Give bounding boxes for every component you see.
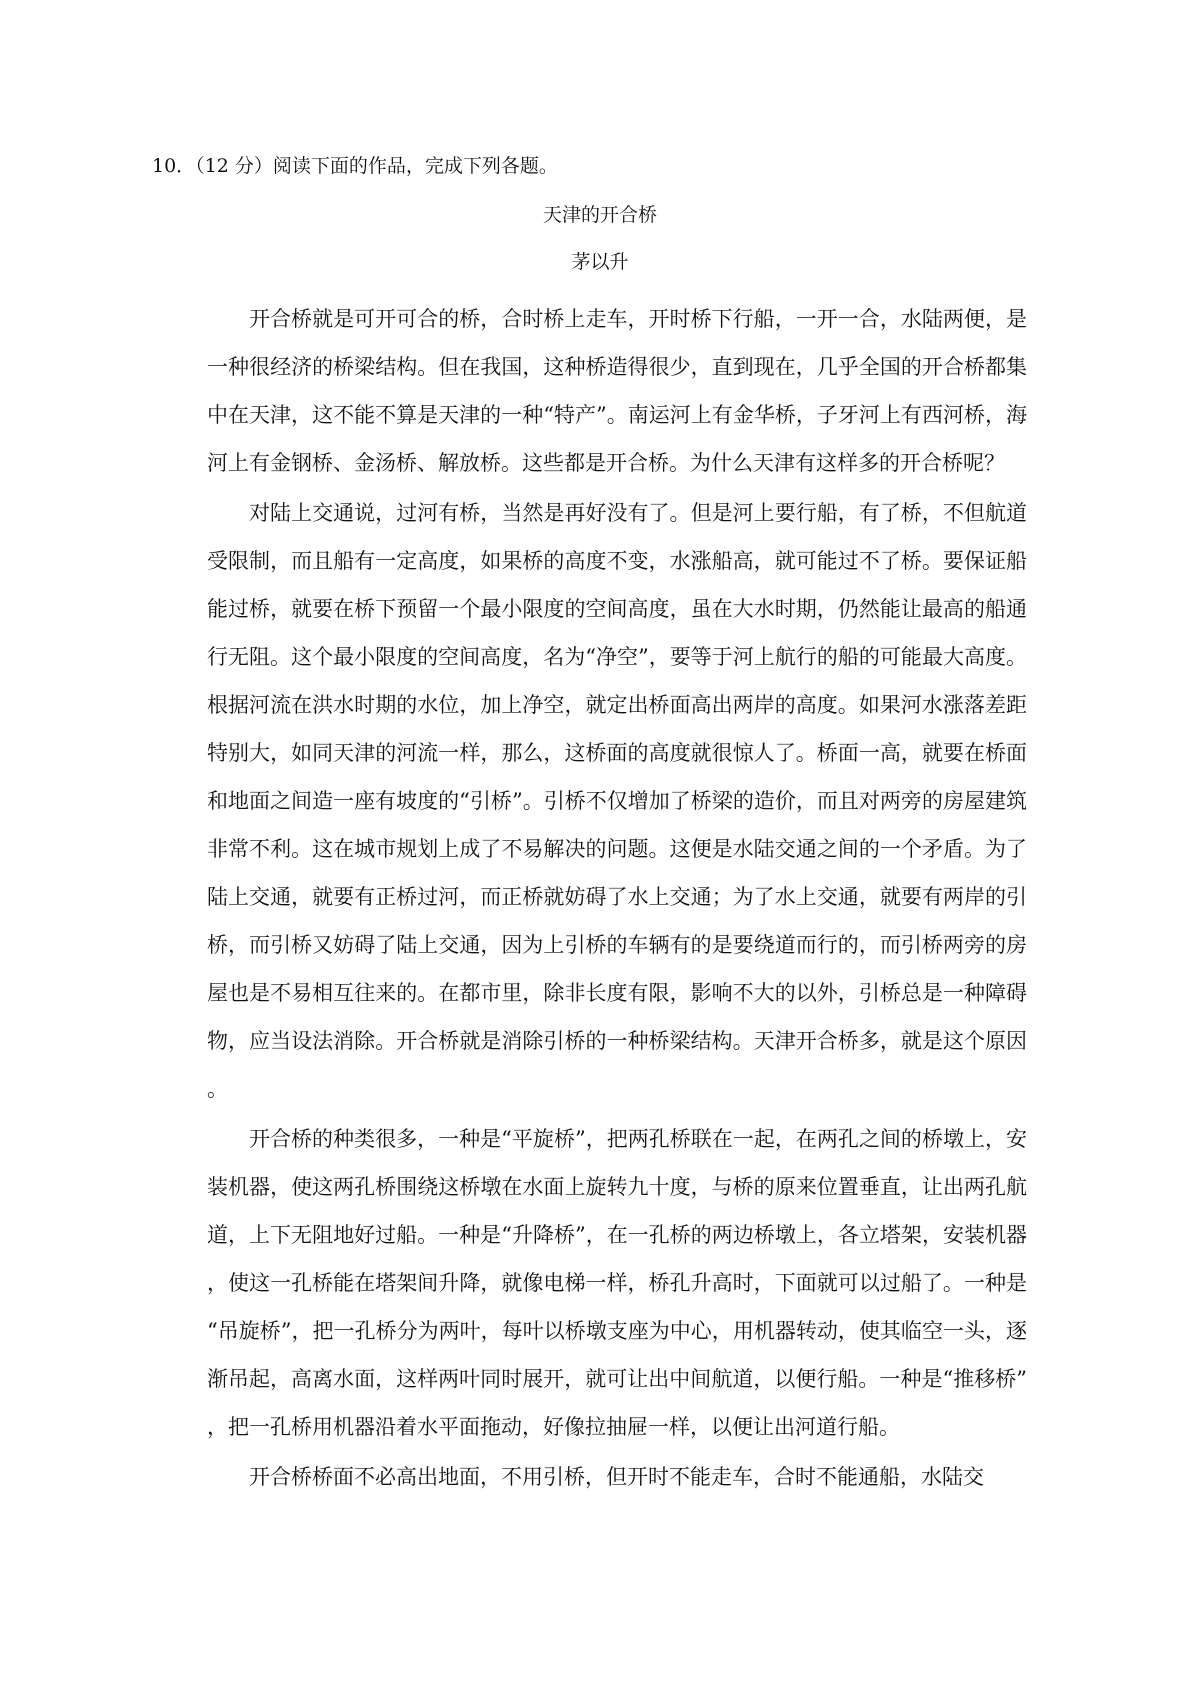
paragraph-4: 开合桥桥面不必高出地面，不用引桥，但开时不能走车，合时不能通船，水陆交 — [249, 1465, 984, 1489]
paragraph-2: 对陆上交通说，过河有桥，当然是再好没有了。但是河上要行船，有了桥，不但航道受限制，而且船有一定高度，如果桥的高度不变，水涨船高，就可能过不了桥。要保证船能过桥，就要在桥下预留一个最小限度的空间高度，虽在大水时期，仍然能让最高的船通行无阻。这个最小限度的空间高度，名为“净空”，要等于河上航行的船的可能最大高度。根据河流在洪水时期的水位，加上净空，就定出桥面高出两岸的高度。如果河水涨落差距特别大，如同天津的河流一样，那么，这桥面的高度就很惊人了。桥面一高，就要在桥面和地面之间造一座有坡度的“引桥”。引桥不仅增加了桥梁的造价，而且对两旁的房屋建筑非常不利。这在城市规划上成了不易解决的问题。这便是水陆交通之间的一个矛盾。为了陆上交通，就要有正桥过河，而正桥就妨碍了水上交通；为了水上交通，就要有两岸的引桥，而引桥又妨碍了陆上交通，因为上引桥的车辆有的是要绕道而行的，而引桥两旁的房屋也是不易相互往来的。在都市里，除非长度有限，影响不大的以外，引桥总是一种障碍物，应当设法消除。开合桥就是消除引桥的一种桥梁结构。天津开合桥多，就是这个原因。 — [207, 501, 1027, 1101]
article-title: 天津的开合桥 — [542, 204, 657, 226]
article-author: 茅以升 — [571, 251, 629, 273]
article-body — [207, 295, 1027, 1503]
paragraph-3: 开合桥的种类很多，一种是“平旋桥”，把两孔桥联在一起，在两孔之间的桥墩上，安装机器，使这两孔桥围绕这桥墩在水面上旋转九十度，与桥的原来位置垂直，让出两孔航道，上下无阻地好过船。一种是“升降桥”，在一孔桥的两边桥墩上，各立塔架，安装机器，使这一孔桥能在塔架间升降，就像电梯一样，桥孔升高时，下面就可以过船了。一种是“吊旋桥”，把一孔桥分为两叶，每叶以桥墩支座为中心，用机器转动，使其临空一头，逐渐吊起，高离水面，这样两叶同时展开，就可让出中间航道，以便行船。一种是“推移桥”，把一孔桥用机器沿着水平面拖动，好像拉抽屉一样，以便让出河道行船。 — [207, 1127, 1027, 1439]
question-header: 10．（12 分）阅读下面的作品，完成下列各题。 — [152, 155, 558, 177]
paragraph-1: 开合桥就是可开可合的桥，合时桥上走车，开时桥下行船，一开一合，水陆两便，是一种很经济的桥梁结构。但在我国，这种桥造得很少，直到现在，几乎全国的开合桥都集中在天津，这不能不算是天津的一种“特产”。南运河上有金华桥，子牙河上有西河桥，海河上有金钢桥、金汤桥、解放桥。这些都是开合桥。为什么天津有这样多的开合桥呢？ — [207, 307, 1027, 475]
